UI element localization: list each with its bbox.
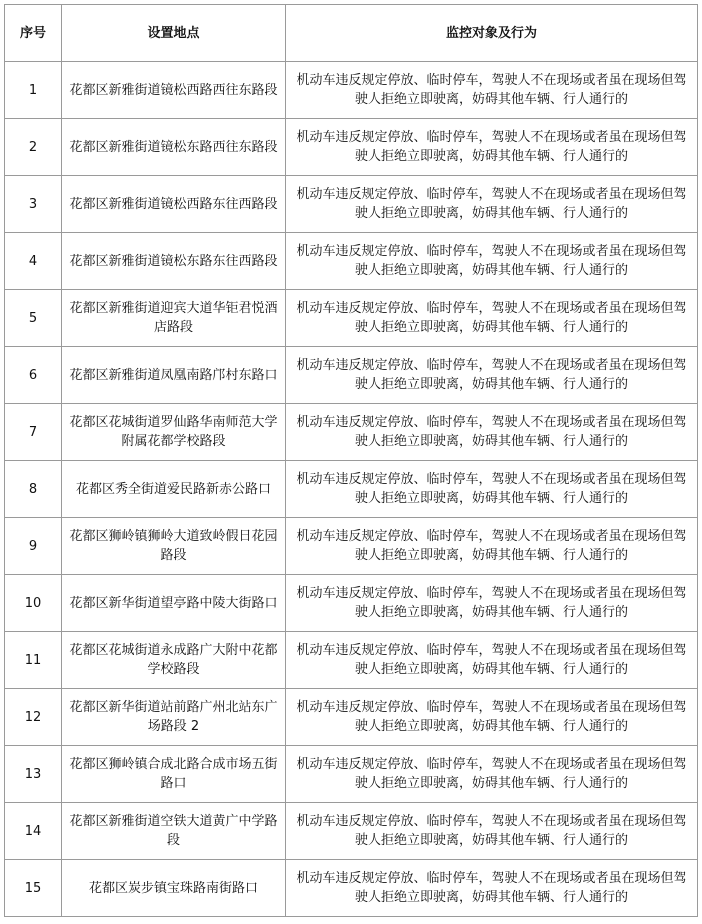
row-behavior: 机动车违反规定停放、临时停车，驾驶人不在现场或者虽在现场但驾驶人拒绝立即驶离，妨碍其他车辆、行人通行的 <box>286 347 698 404</box>
row-behavior: 机动车违反规定停放、临时停车，驾驶人不在现场或者虽在现场但驾驶人拒绝立即驶离，妨碍其他车辆、行人通行的 <box>286 119 698 176</box>
table-row <box>5 689 698 746</box>
row-location: 花都区新雅街道镜松西路东往西路段 <box>62 176 286 233</box>
row-number: 12 <box>5 689 62 746</box>
row-location: 花都区新华街道望亭路中陵大街路口 <box>62 575 286 632</box>
monitoring-table <box>4 4 698 917</box>
row-number: 7 <box>5 404 62 461</box>
table-row <box>5 290 698 347</box>
row-location: 花都区新雅街道空铁大道黄广中学路段 <box>62 803 286 860</box>
row-number: 10 <box>5 575 62 632</box>
table-row <box>5 233 698 290</box>
table-row <box>5 461 698 518</box>
header-seq: 序号 <box>5 5 62 62</box>
row-behavior: 机动车违反规定停放、临时停车，驾驶人不在现场或者虽在现场但驾驶人拒绝立即驶离，妨碍其他车辆、行人通行的 <box>286 176 698 233</box>
row-number: 1 <box>5 62 62 119</box>
row-location: 花都区新雅街道凤凰南路邝村东路口 <box>62 347 286 404</box>
row-behavior: 机动车违反规定停放、临时停车，驾驶人不在现场或者虽在现场但驾驶人拒绝立即驶离，妨碍其他车辆、行人通行的 <box>286 689 698 746</box>
row-behavior: 机动车违反规定停放、临时停车，驾驶人不在现场或者虽在现场但驾驶人拒绝立即驶离，妨碍其他车辆、行人通行的 <box>286 860 698 917</box>
row-number: 13 <box>5 746 62 803</box>
row-number: 2 <box>5 119 62 176</box>
row-behavior: 机动车违反规定停放、临时停车，驾驶人不在现场或者虽在现场但驾驶人拒绝立即驶离，妨碍其他车辆、行人通行的 <box>286 632 698 689</box>
row-location: 花都区新华街道站前路广州北站东广场路段 2 <box>62 689 286 746</box>
row-number: 8 <box>5 461 62 518</box>
row-behavior: 机动车违反规定停放、临时停车，驾驶人不在现场或者虽在现场但驾驶人拒绝立即驶离，妨碍其他车辆、行人通行的 <box>286 518 698 575</box>
table-header-row <box>5 5 698 62</box>
row-number: 14 <box>5 803 62 860</box>
row-number: 15 <box>5 860 62 917</box>
row-number: 4 <box>5 233 62 290</box>
row-number: 5 <box>5 290 62 347</box>
row-location: 花都区新雅街道镜松东路西往东路段 <box>62 119 286 176</box>
row-location: 花都区花城街道永成路广大附中花都学校路段 <box>62 632 286 689</box>
row-location: 花都区新雅街道镜松西路西往东路段 <box>62 62 286 119</box>
table-row <box>5 62 698 119</box>
row-location: 花都区秀全街道爱民路新赤公路口 <box>62 461 286 518</box>
row-behavior: 机动车违反规定停放、临时停车，驾驶人不在现场或者虽在现场但驾驶人拒绝立即驶离，妨碍其他车辆、行人通行的 <box>286 404 698 461</box>
table-row <box>5 176 698 233</box>
row-location: 花都区花城街道罗仙路华南师范大学附属花都学校路段 <box>62 404 286 461</box>
row-number: 6 <box>5 347 62 404</box>
row-location: 花都区狮岭镇合成北路合成市场五街路口 <box>62 746 286 803</box>
row-location: 花都区炭步镇宝珠路南街路口 <box>62 860 286 917</box>
table-row <box>5 119 698 176</box>
table-row <box>5 404 698 461</box>
table-body <box>5 62 698 917</box>
row-location: 花都区新雅街道镜松东路东往西路段 <box>62 233 286 290</box>
row-number: 3 <box>5 176 62 233</box>
table-row <box>5 632 698 689</box>
row-behavior: 机动车违反规定停放、临时停车，驾驶人不在现场或者虽在现场但驾驶人拒绝立即驶离，妨碍其他车辆、行人通行的 <box>286 62 698 119</box>
header-behavior: 监控对象及行为 <box>286 5 698 62</box>
table-row <box>5 518 698 575</box>
table-row <box>5 746 698 803</box>
row-behavior: 机动车违反规定停放、临时停车，驾驶人不在现场或者虽在现场但驾驶人拒绝立即驶离，妨碍其他车辆、行人通行的 <box>286 746 698 803</box>
table-row <box>5 803 698 860</box>
table-row <box>5 860 698 917</box>
row-behavior: 机动车违反规定停放、临时停车，驾驶人不在现场或者虽在现场但驾驶人拒绝立即驶离，妨碍其他车辆、行人通行的 <box>286 461 698 518</box>
row-location: 花都区新雅街道迎宾大道华钜君悦酒店路段 <box>62 290 286 347</box>
row-behavior: 机动车违反规定停放、临时停车，驾驶人不在现场或者虽在现场但驾驶人拒绝立即驶离，妨碍其他车辆、行人通行的 <box>286 233 698 290</box>
row-behavior: 机动车违反规定停放、临时停车，驾驶人不在现场或者虽在现场但驾驶人拒绝立即驶离，妨碍其他车辆、行人通行的 <box>286 290 698 347</box>
row-number: 11 <box>5 632 62 689</box>
row-behavior: 机动车违反规定停放、临时停车，驾驶人不在现场或者虽在现场但驾驶人拒绝立即驶离，妨碍其他车辆、行人通行的 <box>286 575 698 632</box>
row-number: 9 <box>5 518 62 575</box>
row-location: 花都区狮岭镇狮岭大道致岭假日花园路段 <box>62 518 286 575</box>
table-row <box>5 575 698 632</box>
row-behavior: 机动车违反规定停放、临时停车，驾驶人不在现场或者虽在现场但驾驶人拒绝立即驶离，妨碍其他车辆、行人通行的 <box>286 803 698 860</box>
header-location: 设置地点 <box>62 5 286 62</box>
table-row <box>5 347 698 404</box>
